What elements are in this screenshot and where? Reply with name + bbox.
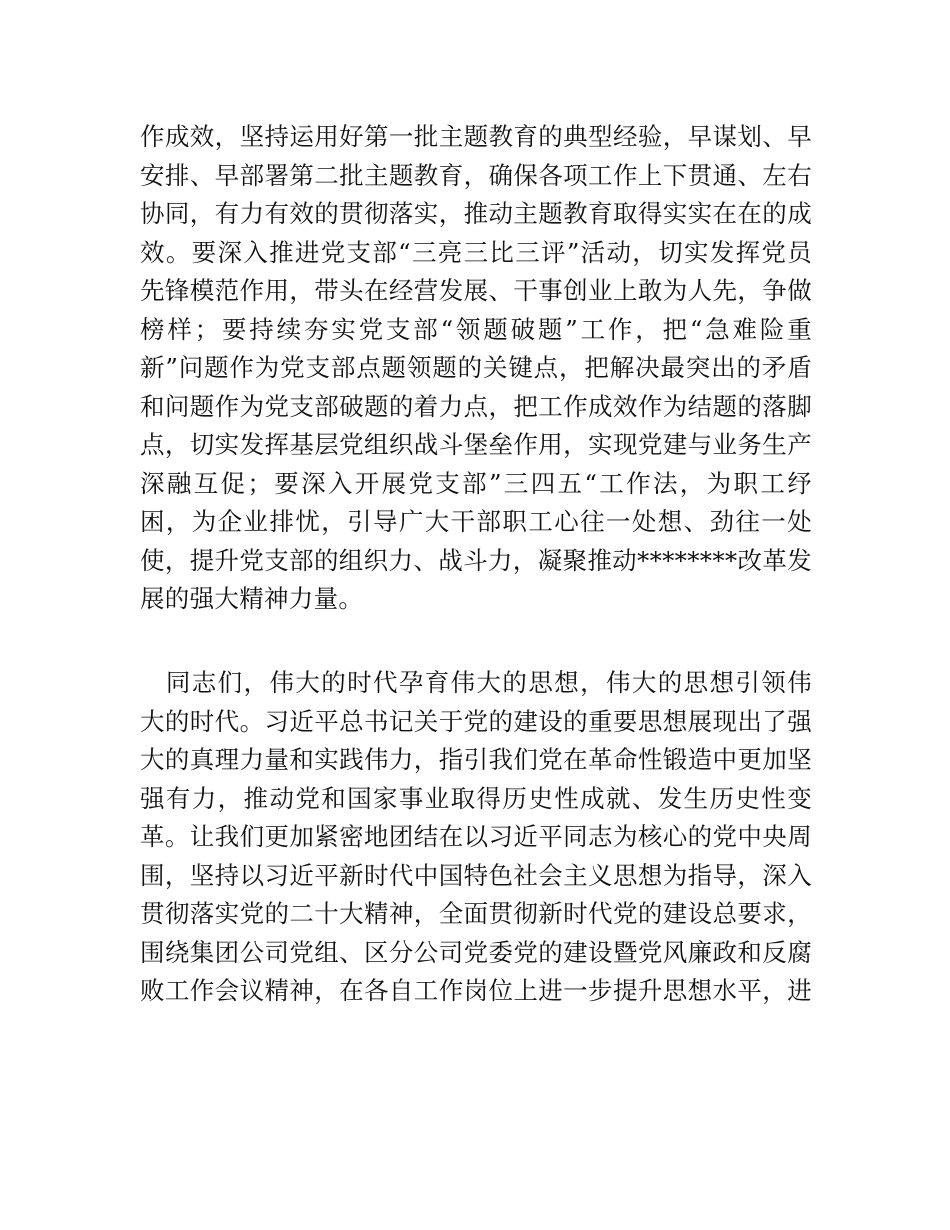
text-line: 困，为企业排忧，引导广大干部职工心往一处想、劲往一处 xyxy=(140,507,812,536)
text-line: 深融互促；要深入开展党支部”三四五“工作法，为职工纾 xyxy=(140,468,812,498)
text-line: 安排、早部署第二批主题教育，确保各项工作上下贯通、左右 xyxy=(140,160,812,190)
text-line: 先锋模范作用，带头在经营发展、干事创业上敢为人先，争做 xyxy=(140,276,812,305)
text-line: 效。要深入推进党支部“三亮三比三评”活动，切实发挥党员 xyxy=(140,237,812,267)
text-line: 围，坚持以习近平新时代中国特色社会主义思想为指导，深入 xyxy=(140,860,812,890)
text-line: 新”问题作为党支部点题领题的关键点，把解决最突出的矛盾 xyxy=(140,353,812,382)
text-line: 贯彻落实党的二十大精神，全面贯彻新时代党的建设总要求， xyxy=(140,899,812,928)
text-line: 大的真理力量和实践伟力，指引我们党在革命性锻造中更加坚 xyxy=(140,745,812,774)
text-line: 围绕集团公司党组、区分公司党委党的建设暨党风廉政和反腐 xyxy=(140,937,812,967)
text-line: 榜样；要持续夯实党支部“领题破题”工作，把“急难险重 xyxy=(140,314,812,344)
text-line: 使，提升党支部的组织力、战斗力，凝聚推动********改革发 xyxy=(140,545,812,575)
text-line: 同志们，伟大的时代孕育伟大的思想，伟大的思想引领伟 xyxy=(140,668,812,697)
paragraph-2 xyxy=(140,664,812,1011)
text-line: 展的强大精神力量。 xyxy=(140,584,364,613)
text-line: 协同，有力有效的贯彻落实，推动主题教育取得实实在在的成 xyxy=(140,199,812,228)
text-line: 和问题作为党支部破题的着力点，把工作成效作为结题的落脚 xyxy=(140,391,812,421)
text-line: 革。让我们更加紧密地团结在以习近平同志为核心的党中央周 xyxy=(140,822,812,851)
text-line: 点，切实发挥基层党组织战斗堡垒作用，实现党建与业务生产 xyxy=(140,430,812,459)
text-line: 大的时代。习近平总书记关于党的建设的重要思想展现出了强 xyxy=(140,706,812,736)
text-line: 强有力，推动党和国家事业取得历史性成就、发生历史性变 xyxy=(140,783,812,813)
paragraph-1 xyxy=(140,118,812,619)
text-line: 败工作会议精神，在各自工作岗位上进一步提升思想水平，进 xyxy=(140,976,812,1005)
text-line: 作成效，坚持运用好第一批主题教育的典型经验，早谋划、早 xyxy=(140,122,812,151)
